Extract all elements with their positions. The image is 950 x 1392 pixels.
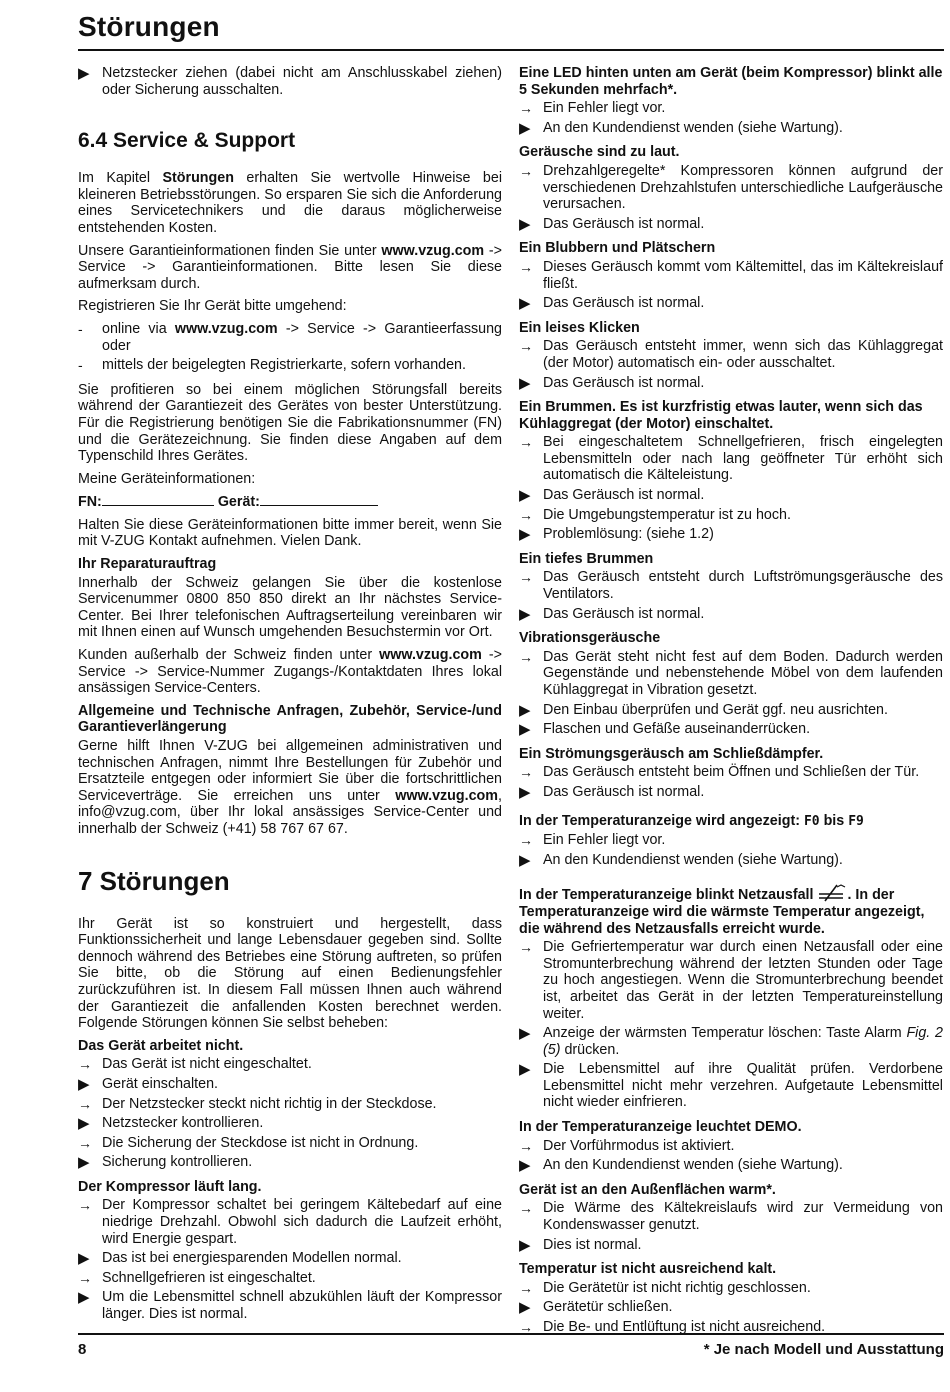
subheading: Ihr Reparaturauftrag <box>78 556 217 573</box>
triangle-bullet-icon <box>519 217 539 234</box>
paragraph: Meine Geräteinformationen: <box>78 470 256 487</box>
cause-item: → Die Gerätetür ist nicht richtig geschlossen. <box>519 1280 943 1297</box>
link-vzug[interactable]: www.vzug.com <box>379 647 482 664</box>
troubleshoot-block <box>519 65 943 136</box>
remedy-item: ▶ Sicherung kontrollieren. <box>78 1154 502 1171</box>
remedy-item: ▶ Das Geräusch ist normal. <box>519 375 943 392</box>
cause-item: → Der Vorführmodus ist aktiviert. <box>519 1138 943 1155</box>
problem-heading: Der Kompressor läuft lang. <box>78 1178 262 1195</box>
remedy-item: ▶ Das Geräusch ist normal. <box>519 216 943 233</box>
arrow-icon <box>78 1056 98 1073</box>
cause-item: → Das Gerät ist nicht eingeschaltet. <box>78 1056 502 1073</box>
remedy-item: ▶ An den Kundendienst wenden (siehe Wartung). <box>519 1157 943 1174</box>
dash-bullet: - <box>78 320 83 337</box>
problem-heading: Eine LED hinten unten am Gerät (beim Kompressor) blinkt alle 5 Sekunden mehrfach*. <box>519 65 943 98</box>
triangle-bullet-icon <box>519 1158 539 1175</box>
subheading: Allgemeine und Technische Anfragen, Zubehör, Service-/und Garantieverlängerung <box>78 702 502 736</box>
triangle-bullet-icon <box>78 1116 98 1133</box>
troubleshoot-block <box>519 813 943 869</box>
triangle-bullet-icon <box>519 1300 539 1317</box>
arrow-icon <box>78 1197 98 1214</box>
triangle-bullet-icon <box>78 1155 98 1172</box>
arrow-icon <box>519 338 539 355</box>
triangle-bullet-icon <box>519 121 539 138</box>
geraet-input-line <box>260 493 378 506</box>
list-item: - mittels der beigelegten Registrierkarte, sofern vorhanden. <box>78 357 466 374</box>
page-title: Störungen <box>78 11 220 42</box>
troubleshoot-block <box>519 551 943 622</box>
remedy-item: ▶ Flaschen und Gefäße auseinanderrücken. <box>519 721 943 738</box>
triangle-bullet-icon <box>519 527 539 544</box>
problem-heading: Geräusche sind zu laut. <box>519 144 680 161</box>
remedy-item: ▶ Anzeige der wärmsten Temperatur löschen: Taste Alarm Fig. 2 (5) drücken. <box>519 1025 943 1058</box>
link-vzug[interactable]: www.vzug.com <box>174 320 278 337</box>
cause-item: → Die Be- und Entlüftung ist nicht ausreichend. <box>519 1319 943 1336</box>
problem-heading: Temperatur ist nicht ausreichend kalt. <box>519 1261 777 1278</box>
problem-heading: Ein tiefes Brummen <box>519 550 654 567</box>
arrow-icon <box>78 1096 98 1113</box>
triangle-bullet-icon <box>519 488 539 505</box>
remedy-item: ▶ Das Geräusch ist normal. <box>519 487 943 504</box>
arrow-icon <box>519 100 539 117</box>
troubleshoot-block <box>519 399 943 543</box>
triangle-bullet-icon <box>78 1077 98 1094</box>
cause-item: → Ein Fehler liegt vor. <box>519 100 943 117</box>
arrow-icon <box>519 507 539 524</box>
paragraph: Halten Sie diese Geräteinformationen bitte immer bereit, wenn Sie mit V-ZUG Kontakt aufnehmen. Vielen Dank. <box>78 516 502 550</box>
dash-bullet: - <box>78 357 83 374</box>
triangle-bullet-icon <box>78 1290 98 1307</box>
triangle-bullet-icon <box>519 1062 539 1079</box>
paragraph: Innerhalb der Schweiz gelangen Sie über die kostenlose Servicenummer 0800 850 850 direkt an Ihr nächstes Service-Center. Bei Ihrer telefonischen Auftragserteilung vereinbaren wir mit Ihnen einen auf Wunsch umgehenden Besuchstermin vor Ort. <box>78 574 502 641</box>
cause-item: → Das Geräusch entsteht durch Luftströmungsgeräusche des Ventilators. <box>519 569 943 602</box>
troubleshoot-block <box>519 746 943 801</box>
paragraph: Registrieren Sie Ihr Gerät bitte umgehend: <box>78 298 347 315</box>
triangle-bullet-icon <box>519 376 539 393</box>
right-column <box>519 65 943 1344</box>
cause-item: → Die Umgebungstemperatur ist zu hoch. <box>519 507 943 524</box>
cause-item: → Der Netzstecker steckt nicht richtig in der Steckdose. <box>78 1096 502 1113</box>
troubleshoot-block <box>519 1119 943 1174</box>
arrow-icon <box>78 1270 98 1287</box>
troubleshoot-block <box>519 884 943 1111</box>
cause-item: → Dieses Geräusch kommt vom Kältemittel, das im Kältekreislauf fließt. <box>519 259 943 292</box>
link-vzug[interactable]: www.vzug.com <box>381 242 485 259</box>
troubleshoot-block <box>519 1182 943 1253</box>
troubleshoot-block <box>519 1261 943 1335</box>
triangle-bullet-icon <box>78 1251 98 1268</box>
cause-item: → Schnellgefrieren ist eingeschaltet. <box>78 1270 502 1287</box>
arrow-icon <box>519 163 539 180</box>
problem-heading: In der Temperaturanzeige leuchtet DEMO. <box>519 1119 802 1136</box>
footnote: * Je nach Modell und Ausstattung <box>703 1341 944 1358</box>
arrow-icon <box>519 1280 539 1297</box>
arrow-icon <box>519 764 539 781</box>
triangle-bullet-icon <box>519 1026 539 1043</box>
remedy-item: ▶ Um die Lebensmittel schnell abzukühlen läuft der Kompressor länger. Dies ist normal. <box>78 1289 502 1322</box>
problem-heading: Ein Blubbern und Plätschern <box>519 240 716 257</box>
remedy-item: ▶ Das Geräusch ist normal. <box>519 784 943 801</box>
paragraph: Kunden außerhalb der Schweiz finden unter www.vzug.com -> Service -> Service-Nummer Zugangs-/Kontaktdaten Ihres lokal ansässigen Service-Centers. <box>78 647 502 697</box>
display-code-f9: F9 <box>848 813 864 829</box>
paragraph: Unsere Garantieinformationen finden Sie unter www.vzug.com -> Service -> Garantieinformationen. Bitte lesen Sie diese aufmerksam durch. <box>78 242 502 292</box>
list-item: - online via www.vzug.com -> Service -> Garantieerfassung oder <box>78 320 502 354</box>
section-title: 6.4 Service & Support <box>78 129 296 153</box>
paragraph: Ihr Gerät ist so konstruiert und hergestellt, dass Funktionssicherheit und lange Lebensdauer gegeben sind. Sollte dennoch während des Betriebes eine Störung auftreten, so prüfen Sie bitte, ob die Störung auf einen Bedienungsfehler zurückzuführen ist. In diesem Fall müssen Ihnen auch während der Garantiezeit die anfallenden Kosten berechnet werden. Folgende Störungen können Sie selbst beheben: <box>78 915 502 1032</box>
paragraph: Sie profitieren so bei einem möglichen Störungsfall bereits während der Garantiezeit des Gerätes von bester Unterstützung. Für die Registrierung benötigen Sie die Fabrikationsnummer (FN) und die Gerätezeichnung. Sie finden diese Angaben auf dem Typenschild Ihres Gerätes. <box>78 381 502 465</box>
troubleshoot-block <box>519 320 943 391</box>
cause-item: → Der Kompressor schaltet bei geringem Kältebedarf auf eine niedrige Drehzahl. Obwohl sich dadurch die Laufzeit erhöht, wird Energie gespart. <box>78 1197 502 1247</box>
problem-heading: Ein Strömungsgeräusch am Schließdämpfer. <box>519 745 824 762</box>
link-vzug[interactable]: www.vzug.com <box>395 787 499 804</box>
remedy-item: ▶ Netzstecker kontrollieren. <box>78 1115 502 1132</box>
power-failure-icon <box>817 884 847 902</box>
arrow-icon <box>78 1135 98 1152</box>
fn-input-line <box>102 493 214 506</box>
troubleshoot-block <box>519 630 943 738</box>
triangle-bullet-icon <box>519 607 539 624</box>
arrow-icon <box>519 434 539 451</box>
triangle-bullet-icon <box>519 296 539 313</box>
remedy-item: ▶ Die Lebensmittel auf ihre Qualität prüfen. Verdorbene Lebensmittel nicht mehr verzehren. Aufgetaute Lebensmittel nicht wieder einfrieren. <box>519 1061 943 1111</box>
problem-heading: Ein leises Klicken <box>519 319 640 336</box>
remedy-item: ▶ Das Geräusch ist normal. <box>519 606 943 623</box>
triangle-bullet-icon <box>519 703 539 720</box>
arrow-icon <box>519 649 539 666</box>
remedy-item: ▶ Gerätetür schließen. <box>519 1299 943 1316</box>
remedy-item: ▶ Das ist bei energiesparenden Modellen normal. <box>78 1250 502 1267</box>
triangle-bullet-icon <box>519 722 539 739</box>
page-number: 8 <box>78 1341 87 1358</box>
page-header <box>78 8 944 51</box>
remedy-item: ▶ Gerät einschalten. <box>78 1076 502 1093</box>
troubleshoot-block <box>78 1038 502 1171</box>
remedy-item: ▶ Problemlösung: (siehe 1.2) <box>519 526 943 543</box>
cause-item: → Die Wärme des Kältekreislaufs wird zur Vermeidung von Kondenswasser genutzt. <box>519 1200 943 1233</box>
paragraph: Gerne hilft Ihnen V-ZUG bei allgemeinen administrativen und technischen Anfragen, nimmt Ihre Bestellungen für Zubehör und Ersatzteile entgegen oder informiert Sie über die fortschrittlichen Serviceverträge. Sie erreichen uns unter www.vzug.com, info@vzug.com, über Ihr lokal ansässiges Service-Center und innerhalb der Schweiz (+41) 58 767 67 67. <box>78 738 502 837</box>
problem-heading: Das Gerät arbeitet nicht. <box>78 1037 244 1054</box>
cause-item: → Das Geräusch entsteht immer, wenn sich das Kühlaggregat (der Motor) automatisch ein- oder ausschaltet. <box>519 338 943 371</box>
arrow-icon <box>519 569 539 586</box>
troubleshoot-block <box>78 1179 502 1323</box>
arrow-icon <box>519 832 539 849</box>
remedy-item: ▶ An den Kundendienst wenden (siehe Wartung). <box>519 852 943 869</box>
problem-heading: Ein Brummen. Es ist kurzfristig etwas lauter, wenn sich das Kühlaggregat (der Motor) einschaltet. <box>519 399 923 432</box>
page-footer <box>78 1333 944 1358</box>
cause-item: → Die Sicherung der Steckdose ist nicht in Ordnung. <box>78 1135 502 1152</box>
problem-heading: In der Temperaturanzeige blinkt Netzausfall . In der Temperaturanzeige wird die wärmste Temperatur angezeigt, die während des Netzausfalls erreicht wurde. <box>519 884 943 937</box>
problem-heading: In der Temperaturanzeige wird angezeigt: F0 bis F9 <box>519 812 864 829</box>
cause-item: → Die Gefriertemperatur war durch einen Netzausfall oder eine Stromunterbrechung während der letzten Stunden oder Tage zu hoch angestiegen. Wenn die Stromunterbrechung beendet ist, arbeitet das Gerät in der letzten Temperatureinstellung weiter. <box>519 939 943 1022</box>
troubleshoot-block <box>519 144 943 232</box>
remedy-item: ▶ Dies ist normal. <box>519 1237 943 1254</box>
cause-item: → Das Geräusch entsteht beim Öffnen und Schließen der Tür. <box>519 764 943 781</box>
problem-heading: Gerät ist an den Außenflächen warm*. <box>519 1181 776 1198</box>
troubleshoot-block <box>519 240 943 311</box>
cause-item: → Ein Fehler liegt vor. <box>519 832 943 849</box>
display-code-f0: F0 <box>803 813 820 829</box>
paragraph: Im Kapitel Störungen erhalten Sie wertvolle Hinweise bei kleineren Betriebsstörungen. So ersparen Sie sich die Anforderung eines Servicetechnikers und die daraus möglicherweise entstehenden Kosten. <box>78 170 502 236</box>
arrow-icon <box>519 259 539 276</box>
triangle-bullet-icon <box>519 1238 539 1255</box>
cause-item: → Das Gerät steht nicht fest auf dem Boden. Dadurch werden Gegenstände und nebenstehende Möbel von dem laufenden Kühlaggregat in Vibration gesetzt. <box>519 649 943 699</box>
arrow-icon <box>519 939 539 956</box>
triangle-bullet-icon <box>519 785 539 802</box>
cause-item: → Bei eingeschaltetem Schnellgefrieren, frisch eingelegten Lebensmitteln oder nach lang geöffneter Tür erhöht sich automatisch die Kälteleistung. <box>519 434 943 484</box>
triangle-bullet-icon <box>78 66 98 83</box>
triangle-bullet-icon <box>519 853 539 870</box>
remedy-item: ▶ Den Einbau überprüfen und Gerät ggf. neu ausrichten. <box>519 702 943 719</box>
left-column <box>78 65 502 1331</box>
chapter-title: 7 Störungen <box>78 865 230 896</box>
arrow-icon <box>519 1200 539 1217</box>
arrow-icon <box>519 1138 539 1155</box>
problem-heading: Vibrationsgeräusche <box>519 630 661 647</box>
remedy-item: ▶ Das Geräusch ist normal. <box>519 295 943 312</box>
device-info-fields: FN: Gerät: <box>78 493 502 511</box>
list-item: ▶ Netzstecker ziehen (dabei nicht am Anschlusskabel ziehen) oder Sicherung ausschalten. <box>78 65 502 98</box>
cause-item: → Drehzahlgeregelte* Kompressoren können aufgrund der verschiedenen Drehzahlstufen unterschiedliche Laufgeräusche verursachen. <box>519 163 943 213</box>
remedy-item: ▶ An den Kundendienst wenden (siehe Wartung). <box>519 120 943 137</box>
